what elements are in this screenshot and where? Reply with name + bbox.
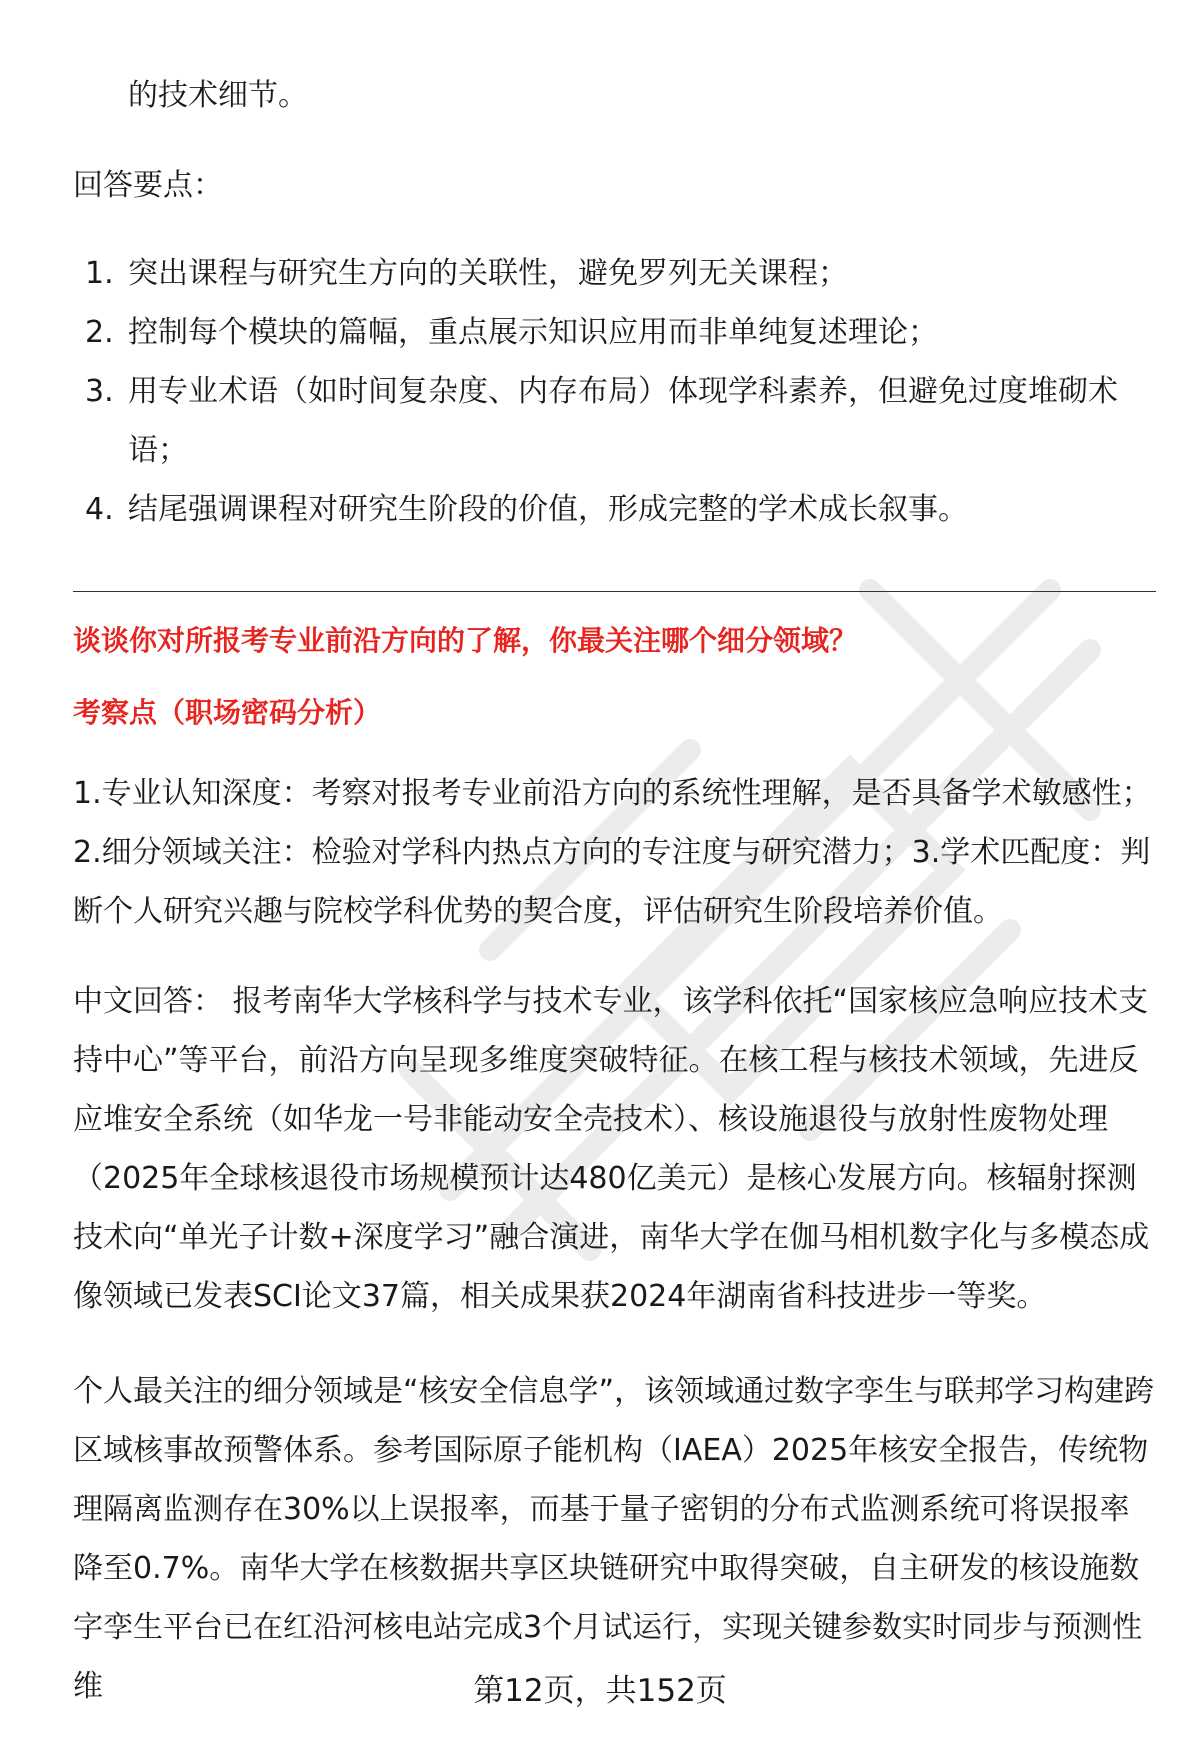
list-item (73, 303, 1153, 362)
list-item-text: 结尾强调课程对研究生阶段的价值，形成完整的学术成长叙事。 (128, 492, 968, 527)
list-item-number: 1. (85, 256, 114, 291)
list-item-text: 突出课程与研究生方向的关联性，避免罗列无关课程； (128, 256, 848, 291)
continuation-text: 的技术细节。 (128, 78, 308, 113)
section-divider (73, 591, 1156, 592)
list-item-text: 控制每个模块的篇幅，重点展示知识应用而非单纯复述理论； (128, 315, 938, 350)
list-item (73, 480, 1153, 539)
exam-points-text: 1.专业认知深度：考察对报考专业前沿方向的系统性理解，是否具备学术敏感性；2.细分领域关注：检验对学科内热点方向的专注度与研究潜力；3.学术匹配度：判断个人研究兴趣与院校学科优势的契合度，评估研究生阶段培养价值。 (73, 776, 1152, 929)
answer-points-title: 回答要点： (73, 168, 223, 203)
answer-points-list (73, 244, 1153, 539)
page-number: 第12页，共152页 (473, 1673, 727, 1709)
list-item-text: 用专业术语（如时间复杂度、内存布局）体现学科素养，但避免过度堆砌术语； (128, 374, 1118, 468)
question-heading: 谈谈你对所报考专业前沿方向的了解，你最关注哪个细分领域？ (73, 624, 858, 657)
exam-points-title: 考察点（职场密码分析） (73, 696, 382, 729)
list-item-number: 3. (85, 374, 114, 409)
list-item-number: 4. (85, 492, 114, 527)
answer-paragraph-1: 中文回答： 报考南华大学核科学与技术专业，该学科依托“国家核应急响应技术支持中心”等平台，前沿方向呈现多维度突破特征。在核工程与核技术领域，先进反应堆安全系统（如华龙一号非能动安全壳技术）、核设施退役与放射性废物处理（2025年全球核退役市场规模预计达480亿美元）是核心发展方向。核辐射探测技术向“单光子计数+深度学习”融合演进，南华大学在伽马相机数字化与多模态成像领域已发表SCI论文37篇，相关成果获2024年湖南省科技进步一等奖。 (73, 984, 1150, 1314)
answer-paragraph-2: 个人最关注的细分领域是“核安全信息学”，该领域通过数字孪生与联邦学习构建跨区域核事故预警体系。参考国际原子能机构（IAEA）2025年核安全报告，传统物理隔离监测存在30%以上误报率，而基于量子密钥的分布式监测系统可将误报率降至0.7%。南华大学在核数据共享区块链研究中取得突破，自主研发的核设施数字孪生平台已在红沿河核电站完成3个月试运行，实现关键参数实时同步与预测性维 (73, 1374, 1155, 1704)
list-item-number: 2. (85, 315, 114, 350)
list-item (73, 362, 1153, 480)
list-item (73, 244, 1153, 303)
